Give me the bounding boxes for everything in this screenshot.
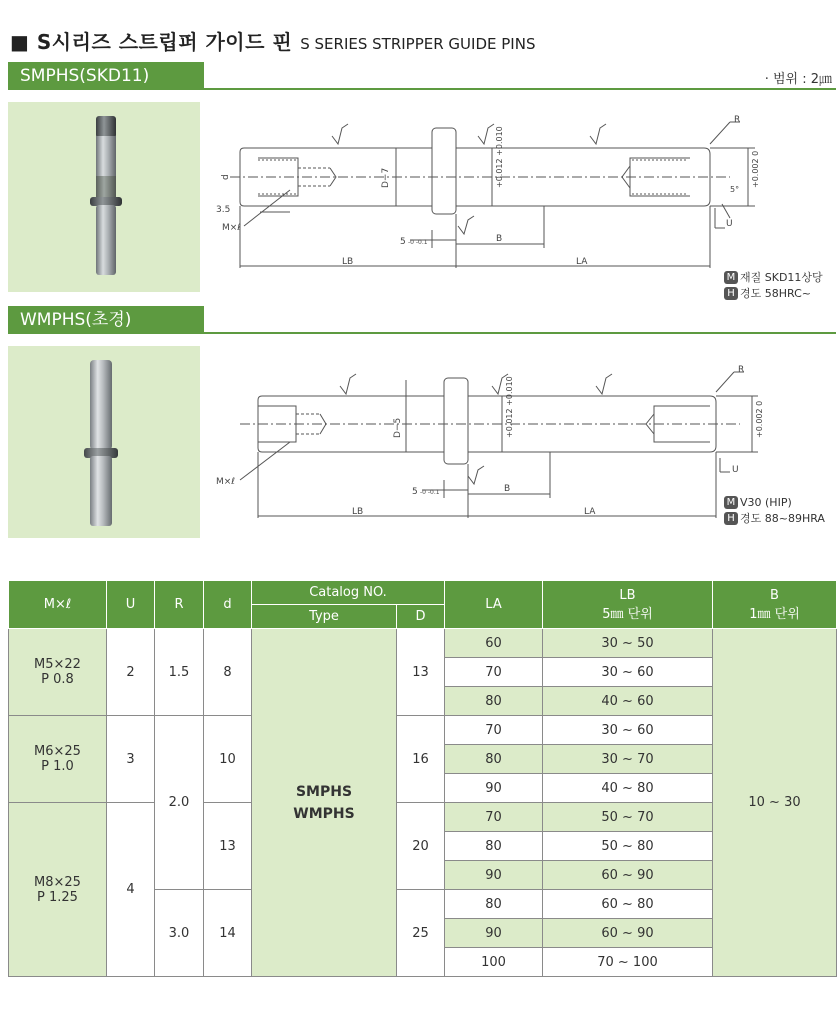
section-header-smphs: SMPHS(SKD11) [8, 62, 204, 90]
lb-cell: 60 ~ 90 [543, 919, 713, 948]
hardness-row [724, 286, 823, 301]
material-info-smphs [724, 270, 823, 302]
r-cell: 3.0 [155, 890, 204, 977]
D-cell: 13 [397, 629, 445, 716]
dim-d-minus-5: D−5 [393, 417, 403, 438]
dim-d-small: d [221, 174, 231, 180]
header-b-unit: 1㎜ 단위 [749, 606, 800, 622]
dim-tolerance-1: +0.012 +0.010 [495, 126, 504, 188]
D-cell: 16 [397, 716, 445, 803]
la-cell: 80 [445, 687, 543, 716]
hardness-row [724, 511, 825, 526]
u-cell: 3 [107, 716, 155, 803]
product-photo-wmphs [8, 346, 200, 538]
la-cell: 70 [445, 803, 543, 832]
lb-cell: 40 ~ 80 [543, 774, 713, 803]
hardness-text: 경도 58HRC~ [740, 287, 812, 300]
header-la: LA [445, 581, 543, 629]
spec-table [8, 580, 837, 977]
ml-cell [9, 629, 107, 716]
ml-value: M6×25 [34, 744, 81, 759]
d-cell: 13 [204, 803, 252, 890]
header-D: D [397, 605, 445, 629]
dim-u: U [732, 465, 739, 475]
lb-cell: 30 ~ 60 [543, 658, 713, 687]
header-type: Type [252, 605, 397, 629]
dim-tolerance-2: +0.002 0 [755, 400, 764, 438]
header-lb-title: LB [619, 587, 636, 603]
type-cell [252, 629, 397, 977]
header-d: d [204, 581, 252, 629]
la-cell: 70 [445, 716, 543, 745]
lb-cell: 60 ~ 90 [543, 861, 713, 890]
dim-r: R [734, 115, 741, 125]
dim-la: LA [576, 257, 588, 267]
dim-3-5: 3.5 [216, 205, 231, 215]
header-ml: M×ℓ [9, 581, 107, 629]
lb-cell: 30 ~ 70 [543, 745, 713, 774]
m-badge-icon: M [724, 271, 738, 284]
header-r: R [155, 581, 204, 629]
d-cell: 14 [204, 890, 252, 977]
ml-cell [9, 716, 107, 803]
dim-b: B [504, 484, 511, 494]
la-cell: 90 [445, 774, 543, 803]
type-wmphs: WMPHS [293, 805, 355, 822]
u-cell: 4 [107, 803, 155, 977]
material-info-wmphs [724, 495, 825, 527]
title-korean: S시리즈 스트립퍼 가이드 핀 [36, 30, 293, 54]
la-cell: 80 [445, 745, 543, 774]
technical-drawing-wmphs [210, 362, 770, 527]
D-cell: 25 [397, 890, 445, 977]
product-photo-smphs [8, 102, 200, 292]
section-header-wmphs: WMPHS(초경) [8, 306, 204, 334]
lb-cell: 30 ~ 60 [543, 716, 713, 745]
pitch-value: P 1.0 [41, 759, 74, 774]
dim-d-minus-7: D−7 [381, 167, 391, 188]
hardness-text: 경도 88~89HRA [740, 512, 825, 525]
technical-drawing-smphs [210, 108, 770, 278]
lb-cell: 30 ~ 50 [543, 629, 713, 658]
pin-photo-icon [8, 346, 200, 538]
lb-cell: 40 ~ 60 [543, 687, 713, 716]
dim-five: 5 [400, 237, 406, 247]
dim-tolerance-2: +0.002 0 [751, 150, 760, 188]
d-cell: 8 [204, 629, 252, 716]
lb-cell: 70 ~ 100 [543, 948, 713, 977]
material-row [724, 495, 825, 510]
ml-cell [9, 803, 107, 977]
dim-lb: LB [352, 507, 364, 517]
ml-value: M5×22 [34, 657, 81, 672]
header-u: U [107, 581, 155, 629]
material-text: 재질 SKD11상당 [740, 271, 823, 284]
header-catalog: Catalog NO. [252, 581, 445, 605]
dim-five: 5 [412, 487, 418, 497]
ml-value: M8×25 [34, 874, 81, 890]
header-lb [543, 581, 713, 629]
la-cell: 60 [445, 629, 543, 658]
r-cell: 2.0 [155, 716, 204, 890]
page-title [10, 26, 535, 55]
dim-five-tolerance: -0 -0.1 [408, 239, 428, 246]
h-badge-icon: H [724, 512, 738, 525]
dim-lb: LB [342, 257, 354, 267]
m-badge-icon: M [724, 496, 738, 509]
la-cell: 90 [445, 919, 543, 948]
h-badge-icon: H [724, 287, 738, 300]
table-row [9, 803, 837, 832]
pitch-value: P 0.8 [41, 672, 74, 687]
lb-cell: 50 ~ 80 [543, 832, 713, 861]
pin-photo-icon [8, 102, 200, 292]
tolerance-range: · 범위 : 2㎛ [764, 72, 832, 87]
section-divider [204, 88, 836, 90]
type-smphs: SMPHS [295, 783, 353, 800]
d-cell: 10 [204, 716, 252, 803]
header-lb-unit: 5㎜ 단위 [602, 606, 653, 622]
pitch-value: P 1.25 [37, 889, 78, 905]
lb-cell: 60 ~ 80 [543, 890, 713, 919]
la-cell: 100 [445, 948, 543, 977]
header-b [713, 581, 837, 629]
D-cell: 20 [397, 803, 445, 890]
material-text: V30 (HIP) [740, 496, 792, 509]
b-cell: 10 ~ 30 [713, 629, 837, 977]
la-cell: 70 [445, 658, 543, 687]
dim-tolerance-1: +0.012 +0.010 [505, 376, 514, 438]
lb-cell: 50 ~ 70 [543, 803, 713, 832]
section-divider [204, 332, 836, 334]
dim-angle: 5° [730, 185, 740, 194]
dim-thread: M×ℓ [216, 477, 236, 487]
dim-five-tolerance: -0 -0.1 [420, 489, 440, 496]
u-cell: 2 [107, 629, 155, 716]
title-english: S SERIES STRIPPER GUIDE PINS [300, 35, 536, 53]
material-row [724, 270, 823, 285]
table-row [9, 629, 837, 658]
dim-b: B [496, 234, 503, 244]
dim-la: LA [584, 507, 596, 517]
title-bullet-icon: ■ [10, 30, 29, 54]
table-row [9, 716, 837, 745]
la-cell: 80 [445, 832, 543, 861]
la-cell: 80 [445, 890, 543, 919]
la-cell: 90 [445, 861, 543, 890]
dim-thread: M×ℓ [222, 223, 242, 233]
dim-r: R [738, 365, 745, 375]
header-b-title: B [770, 587, 779, 603]
r-cell: 1.5 [155, 629, 204, 716]
dim-u: U [726, 219, 733, 229]
